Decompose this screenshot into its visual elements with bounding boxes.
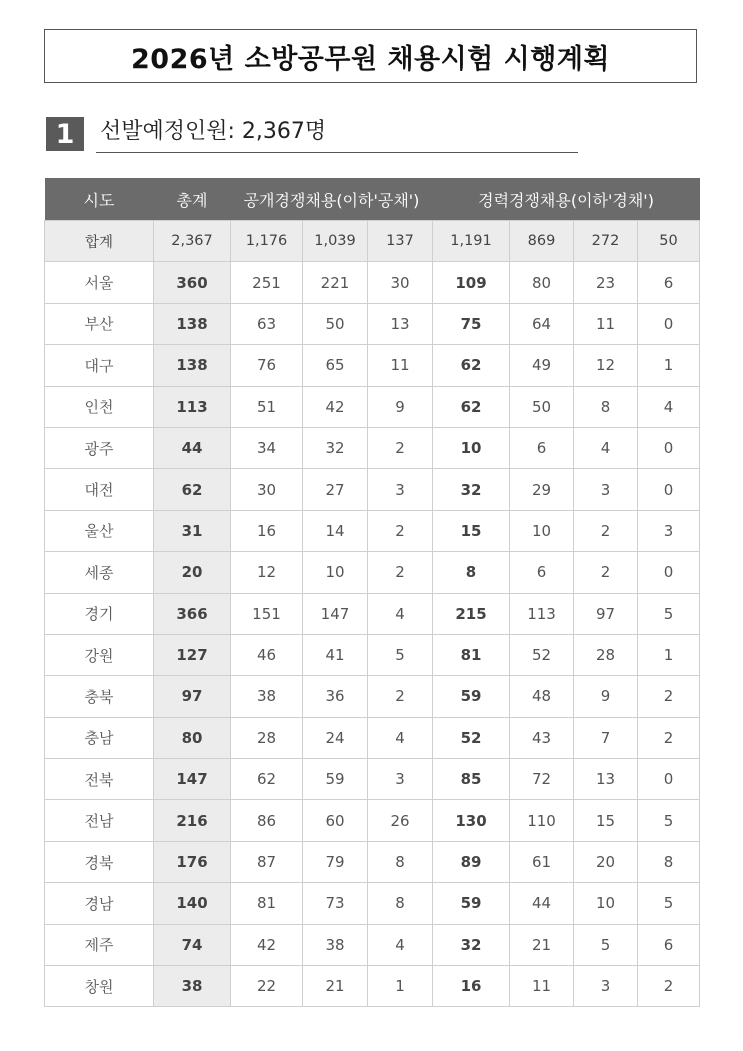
table-row: [45, 800, 700, 841]
career-cell: 8: [638, 841, 700, 882]
career-cell: 20: [574, 841, 638, 882]
total-cell: 360: [154, 262, 231, 303]
region-cell: 제주: [45, 924, 154, 965]
career-cell: 49: [510, 345, 574, 386]
total-cell: 138: [154, 303, 231, 344]
career-cell: 50: [510, 386, 574, 427]
career-total-cell: 8: [433, 552, 510, 593]
career-cell: 0: [638, 469, 700, 510]
career-total-cell: 130: [433, 800, 510, 841]
total-cell: 44: [154, 427, 231, 468]
career-total-cell: 89: [433, 841, 510, 882]
career-cell: 21: [510, 924, 574, 965]
total-cell: 80: [154, 717, 231, 758]
open-cell: 9: [368, 386, 433, 427]
region-cell: 대전: [45, 469, 154, 510]
career-total-cell: 32: [433, 924, 510, 965]
open-cell: 60: [303, 800, 368, 841]
career-total-cell: 109: [433, 262, 510, 303]
region-cell: 세종: [45, 552, 154, 593]
region-cell: 울산: [45, 510, 154, 551]
open-cell: 22: [231, 966, 303, 1007]
region-cell: 서울: [45, 262, 154, 303]
open-cell: 28: [231, 717, 303, 758]
career-total-cell: 81: [433, 634, 510, 675]
career-cell: 11: [574, 303, 638, 344]
career-cell: 64: [510, 303, 574, 344]
open-cell: 51: [231, 386, 303, 427]
open-cell: 4: [368, 593, 433, 634]
table-header-row: [45, 178, 700, 221]
open-cell: 79: [303, 841, 368, 882]
career-cell: 9: [574, 676, 638, 717]
open-cell: 38: [303, 924, 368, 965]
career-cell: 13: [574, 759, 638, 800]
career-cell: 6: [638, 262, 700, 303]
open-cell: 73: [303, 883, 368, 924]
open-cell: 30: [368, 262, 433, 303]
career-cell: 8: [574, 386, 638, 427]
recruitment-table: [44, 178, 700, 1007]
table-row: [45, 469, 700, 510]
table-row: [45, 345, 700, 386]
career-cell: 3: [574, 469, 638, 510]
open-cell: 65: [303, 345, 368, 386]
career-cell: 7: [574, 717, 638, 758]
career-cell: 1: [638, 634, 700, 675]
career-cell: 28: [574, 634, 638, 675]
career-cell: 0: [638, 759, 700, 800]
career-total-cell: 62: [433, 386, 510, 427]
career-total-cell: 59: [433, 883, 510, 924]
open-cell: 147: [303, 593, 368, 634]
total-cell: 20: [154, 552, 231, 593]
career-cell: 52: [510, 634, 574, 675]
open-cell: 4: [368, 717, 433, 758]
open-cell: 2: [368, 552, 433, 593]
open-cell: 4: [368, 924, 433, 965]
open-cell: 13: [368, 303, 433, 344]
sum-career-cell: 869: [510, 221, 574, 262]
career-cell: 6: [510, 552, 574, 593]
sum-open-cell: 137: [368, 221, 433, 262]
region-cell: 경북: [45, 841, 154, 882]
open-cell: 30: [231, 469, 303, 510]
career-total-cell: 32: [433, 469, 510, 510]
career-cell: 4: [574, 427, 638, 468]
total-cell: 216: [154, 800, 231, 841]
open-cell: 2: [368, 510, 433, 551]
career-total-cell: 215: [433, 593, 510, 634]
career-cell: 10: [510, 510, 574, 551]
open-cell: 251: [231, 262, 303, 303]
table-row: [45, 883, 700, 924]
region-cell: 전북: [45, 759, 154, 800]
open-cell: 1: [368, 966, 433, 1007]
open-cell: 3: [368, 469, 433, 510]
table-row: [45, 634, 700, 675]
career-cell: 2: [638, 966, 700, 1007]
sum-career-cell: 1,191: [433, 221, 510, 262]
sum-open-cell: 1,039: [303, 221, 368, 262]
career-cell: 0: [638, 303, 700, 344]
open-cell: 86: [231, 800, 303, 841]
total-cell: 147: [154, 759, 231, 800]
open-cell: 14: [303, 510, 368, 551]
table-row: [45, 966, 700, 1007]
open-cell: 34: [231, 427, 303, 468]
total-cell: 38: [154, 966, 231, 1007]
sum-row: [45, 221, 700, 262]
open-cell: 42: [303, 386, 368, 427]
region-cell: 창원: [45, 966, 154, 1007]
open-cell: 38: [231, 676, 303, 717]
open-cell: 21: [303, 966, 368, 1007]
career-cell: 113: [510, 593, 574, 634]
region-cell: 부산: [45, 303, 154, 344]
open-cell: 10: [303, 552, 368, 593]
open-cell: 24: [303, 717, 368, 758]
career-total-cell: 16: [433, 966, 510, 1007]
open-cell: 36: [303, 676, 368, 717]
sum-career-cell: 50: [638, 221, 700, 262]
career-cell: 5: [574, 924, 638, 965]
header-career-recruitment: 경력경쟁채용(이하'경채'): [433, 178, 700, 221]
total-cell: 366: [154, 593, 231, 634]
total-cell: 140: [154, 883, 231, 924]
career-cell: 29: [510, 469, 574, 510]
career-cell: 4: [638, 386, 700, 427]
open-cell: 12: [231, 552, 303, 593]
open-cell: 87: [231, 841, 303, 882]
table-row: [45, 841, 700, 882]
open-cell: 63: [231, 303, 303, 344]
career-total-cell: 15: [433, 510, 510, 551]
career-cell: 3: [574, 966, 638, 1007]
career-cell: 5: [638, 800, 700, 841]
career-cell: 2: [638, 717, 700, 758]
total-cell: 74: [154, 924, 231, 965]
total-cell: 138: [154, 345, 231, 386]
table-row: [45, 510, 700, 551]
open-cell: 151: [231, 593, 303, 634]
sum-open-cell: 1,176: [231, 221, 303, 262]
section-title: 선발예정인원: 2,367명: [96, 115, 578, 153]
total-cell: 127: [154, 634, 231, 675]
career-cell: 5: [638, 883, 700, 924]
total-cell: 31: [154, 510, 231, 551]
table-row: [45, 924, 700, 965]
career-total-cell: 59: [433, 676, 510, 717]
open-cell: 59: [303, 759, 368, 800]
open-cell: 26: [368, 800, 433, 841]
table-row: [45, 676, 700, 717]
career-cell: 0: [638, 427, 700, 468]
career-cell: 15: [574, 800, 638, 841]
open-cell: 62: [231, 759, 303, 800]
career-cell: 61: [510, 841, 574, 882]
career-cell: 2: [638, 676, 700, 717]
career-cell: 23: [574, 262, 638, 303]
career-total-cell: 85: [433, 759, 510, 800]
region-cell: 경기: [45, 593, 154, 634]
career-cell: 1: [638, 345, 700, 386]
career-cell: 0: [638, 552, 700, 593]
open-cell: 2: [368, 427, 433, 468]
career-cell: 97: [574, 593, 638, 634]
table-row: [45, 262, 700, 303]
total-cell: 113: [154, 386, 231, 427]
table-row: [45, 552, 700, 593]
career-cell: 12: [574, 345, 638, 386]
open-cell: 221: [303, 262, 368, 303]
open-cell: 32: [303, 427, 368, 468]
career-cell: 11: [510, 966, 574, 1007]
table-row: [45, 427, 700, 468]
sum-total: 2,367: [154, 221, 231, 262]
career-cell: 48: [510, 676, 574, 717]
region-cell: 인천: [45, 386, 154, 427]
career-cell: 110: [510, 800, 574, 841]
document-title: 2026년 소방공무원 채용시험 시행계획: [44, 29, 697, 83]
open-cell: 2: [368, 676, 433, 717]
career-cell: 80: [510, 262, 574, 303]
header-total: 총계: [154, 178, 231, 221]
total-cell: 176: [154, 841, 231, 882]
open-cell: 3: [368, 759, 433, 800]
region-cell: 광주: [45, 427, 154, 468]
region-cell: 전남: [45, 800, 154, 841]
open-cell: 11: [368, 345, 433, 386]
header-region: 시도: [45, 178, 154, 221]
career-cell: 2: [574, 510, 638, 551]
total-cell: 97: [154, 676, 231, 717]
table-row: [45, 593, 700, 634]
region-cell: 충북: [45, 676, 154, 717]
region-cell: 대구: [45, 345, 154, 386]
table-row: [45, 303, 700, 344]
career-cell: 72: [510, 759, 574, 800]
career-cell: 5: [638, 593, 700, 634]
career-cell: 6: [638, 924, 700, 965]
career-cell: 10: [574, 883, 638, 924]
section-number-badge: 1: [46, 117, 84, 151]
table-row: [45, 759, 700, 800]
career-total-cell: 10: [433, 427, 510, 468]
open-cell: 81: [231, 883, 303, 924]
career-total-cell: 52: [433, 717, 510, 758]
table-row: [45, 717, 700, 758]
table-row: [45, 386, 700, 427]
open-cell: 5: [368, 634, 433, 675]
sum-label: 합계: [45, 221, 154, 262]
open-cell: 8: [368, 841, 433, 882]
career-cell: 3: [638, 510, 700, 551]
career-total-cell: 62: [433, 345, 510, 386]
career-total-cell: 75: [433, 303, 510, 344]
header-open-recruitment: 공개경쟁채용(이하'공채'): [231, 178, 433, 221]
open-cell: 41: [303, 634, 368, 675]
open-cell: 27: [303, 469, 368, 510]
sum-career-cell: 272: [574, 221, 638, 262]
total-cell: 62: [154, 469, 231, 510]
career-cell: 6: [510, 427, 574, 468]
region-cell: 강원: [45, 634, 154, 675]
open-cell: 76: [231, 345, 303, 386]
open-cell: 8: [368, 883, 433, 924]
career-cell: 2: [574, 552, 638, 593]
career-cell: 44: [510, 883, 574, 924]
career-cell: 43: [510, 717, 574, 758]
region-cell: 충남: [45, 717, 154, 758]
open-cell: 42: [231, 924, 303, 965]
open-cell: 46: [231, 634, 303, 675]
open-cell: 16: [231, 510, 303, 551]
open-cell: 50: [303, 303, 368, 344]
region-cell: 경남: [45, 883, 154, 924]
